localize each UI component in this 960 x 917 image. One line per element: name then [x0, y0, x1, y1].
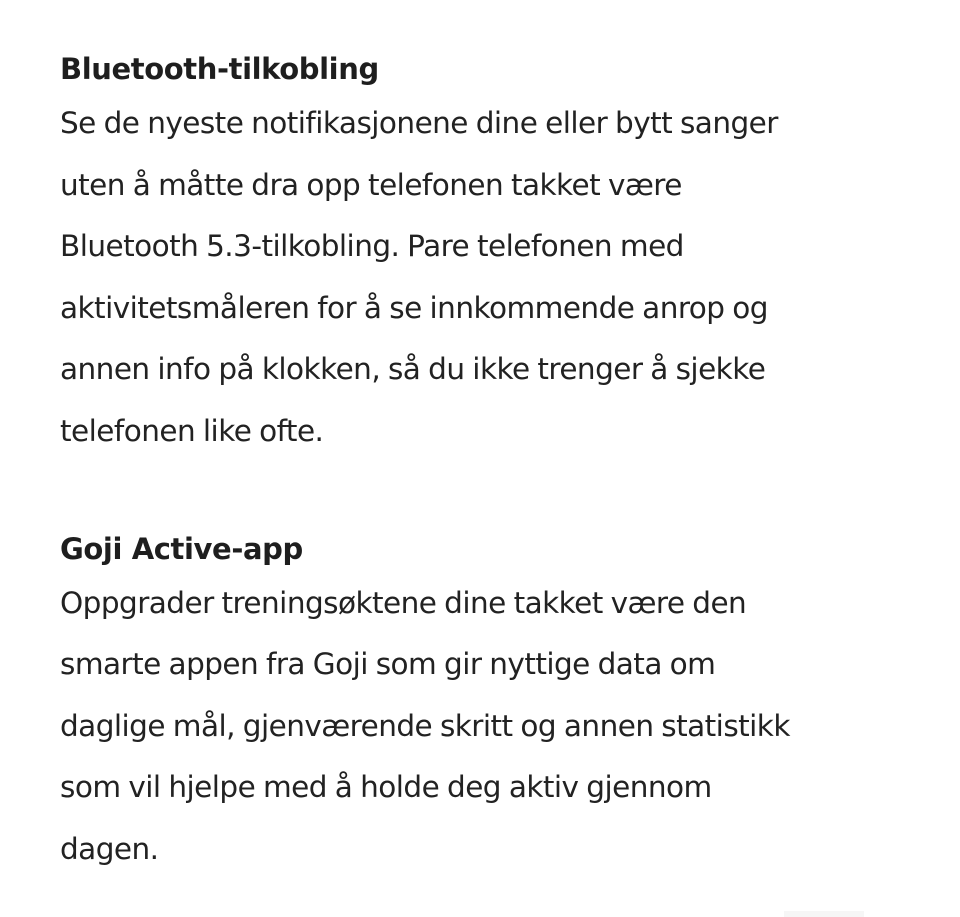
section-heading: Goji Active-app — [60, 531, 303, 566]
paragraph-line: uten å måtte dra opp telefonen takket være — [60, 167, 682, 202]
section-bluetooth — [60, 45, 920, 463]
paragraph-line: aktivitetsmåleren for å se innkommende anrop og — [60, 290, 768, 325]
faint-bottom-divider — [784, 911, 864, 917]
paragraph-line: Se de nyeste notifikasjonene dine eller bytt sanger — [60, 106, 778, 140]
product-description — [60, 45, 920, 881]
paragraph-line: annen info på klokken, så du ikke trenger å sjekke — [60, 352, 766, 387]
paragraph-line: telefonen like ofte. — [60, 413, 324, 448]
section-paragraph — [60, 573, 920, 881]
paragraph-line: Oppgrader treningsøktene dine takket være den — [60, 585, 747, 620]
paragraph-line: dagen. — [60, 831, 159, 866]
paragraph-line: smarte appen fra Goji som gir nyttige data om — [60, 647, 716, 682]
paragraph-line: daglige mål, gjenværende skritt og annen statistikk — [60, 708, 790, 743]
paragraph-line: Bluetooth 5.3-tilkobling. Pare telefonen med — [60, 229, 684, 264]
section-heading: Bluetooth-tilkobling — [60, 52, 379, 86]
section-paragraph — [60, 93, 920, 463]
section-goji-app — [60, 525, 920, 881]
paragraph-line: som vil hjelpe med å holde deg aktiv gjennom — [60, 770, 712, 805]
